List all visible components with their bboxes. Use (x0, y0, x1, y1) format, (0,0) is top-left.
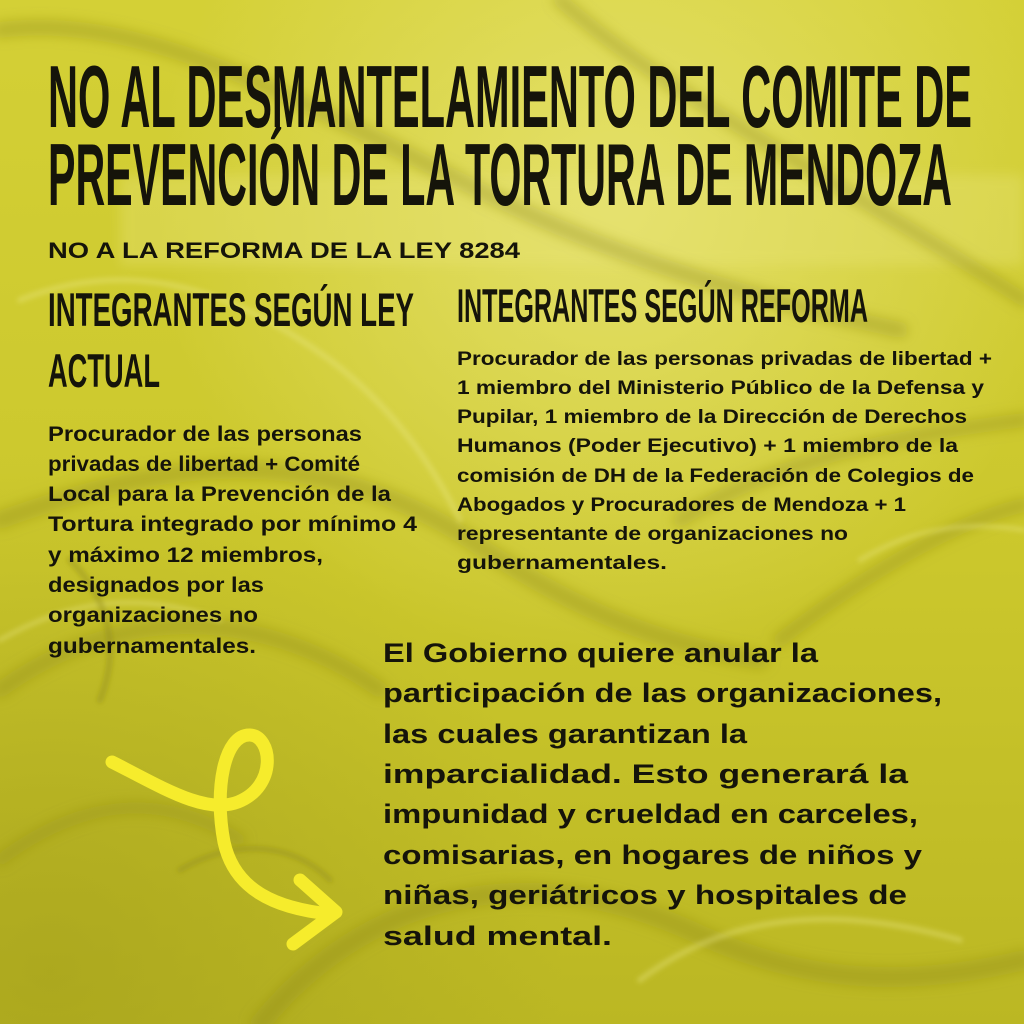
reform-body-line: Humanos (Poder Ejecutivo) + 1 miembro de la (457, 436, 959, 457)
reform-body-line: gubernamentales. (457, 553, 667, 574)
title-line-1: NO AL DESMANTELAMIENTO DEL COMITE DE (48, 47, 972, 146)
current-law-body-line: organizaciones no (48, 604, 258, 627)
statement-line: las cuales garantizan la (383, 719, 749, 749)
current-law-body-line: y máximo 12 miembros, (48, 544, 323, 567)
current-law-body-line: gubernamentales. (48, 635, 256, 658)
current-law-body-line: privadas de libertad + Comité (48, 453, 360, 476)
statement-line: imparcialidad. Esto generará la (383, 759, 910, 789)
current-law-body-line: Local para la Prevención de la (48, 483, 392, 506)
current-law-body-line: Tortura integrado por mínimo 4 (48, 513, 418, 536)
current-law-body-line: Procurador de las personas (48, 423, 362, 446)
reform-body-line: Procurador de las personas privadas de libertad + (457, 349, 992, 370)
current-law-body-line: designados por las (48, 574, 264, 597)
title-line-2: PREVENCIÓN DE LA TORTURA DE MENDOZA (48, 125, 952, 224)
subtitle: NO A LA REFORMA DE LA LEY 8284 (48, 238, 521, 263)
current-law-heading-line-1: INTEGRANTES SEGÚN LEY (48, 283, 414, 336)
statement-line: impunidad y crueldad en carceles, (383, 799, 918, 829)
reform-body-line: Pupilar, 1 miembro de la Dirección de Derechos (457, 407, 967, 428)
statement-line: El Gobierno quiere anular la (383, 638, 820, 668)
reform-body-line: Abogados y Procuradores de Mendoza + 1 (457, 495, 907, 516)
reform-body-line: 1 miembro del Ministerio Público de la Defensa y (457, 378, 985, 399)
statement-line: comisarias, en hogares de niños y (383, 840, 922, 870)
statement-line: salud mental. (383, 921, 612, 951)
reform-body-line: representante de organizaciones no (457, 524, 848, 545)
reform-body-line: comisión de DH de la Federación de Colegios de (457, 466, 974, 487)
reform-heading: INTEGRANTES SEGÚN REFORMA (457, 279, 868, 332)
current-law-heading-line-2: ACTUAL (48, 344, 160, 397)
statement-line: niñas, geriátricos y hospitales de (383, 880, 907, 910)
statement-line: participación de las organizaciones, (383, 678, 942, 708)
